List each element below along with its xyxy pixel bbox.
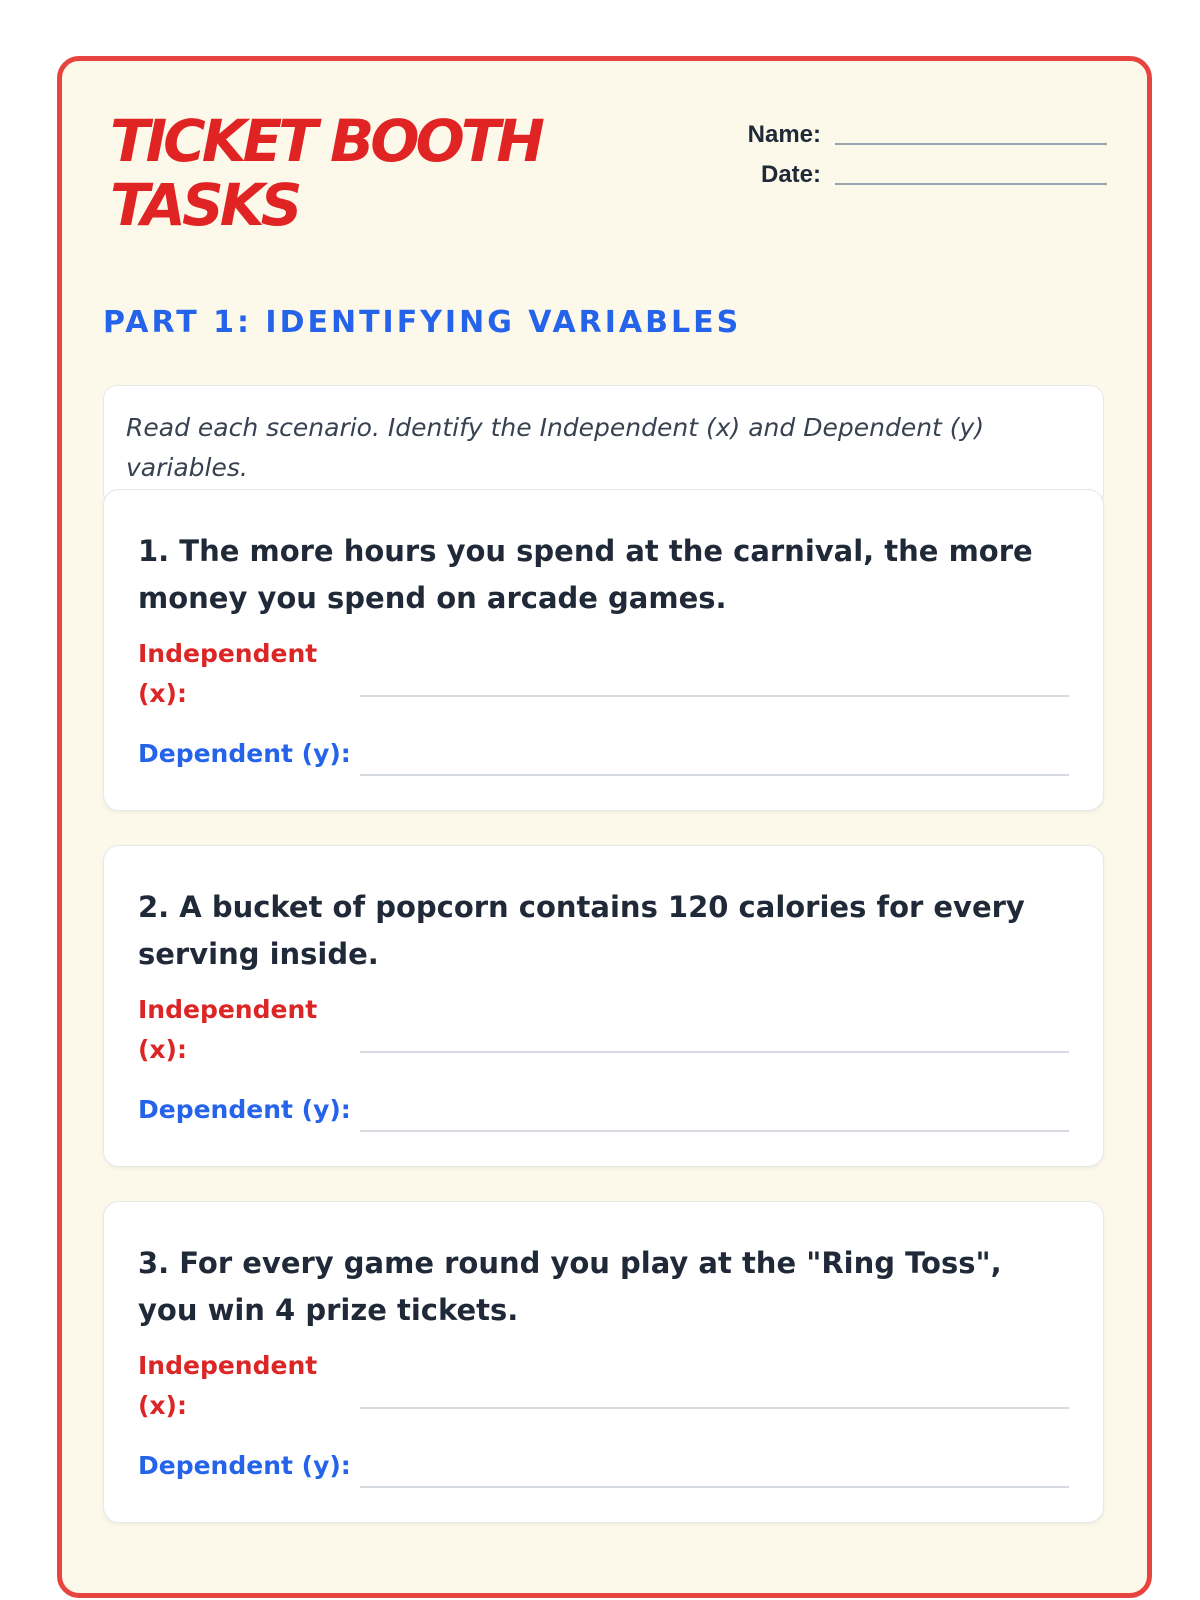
name-date-block <box>727 109 1107 189</box>
dependent-label: Dependent (y): <box>138 1095 351 1124</box>
dependent-label: Dependent (y): <box>138 1451 351 1480</box>
date-input-line[interactable] <box>835 183 1107 185</box>
instructions-box: Read each scenario. Identify the Independent (x) and Dependent (y) variables. <box>103 385 1104 507</box>
name-row <box>727 109 1107 149</box>
question-text: 1. The more hours you spend at the carnival, the more money you spend on arcade games. <box>138 534 1033 615</box>
dependent-answer-line[interactable] <box>360 1486 1069 1488</box>
question-text: 3. For every game round you play at the "Ring Toss", you win 4 prize tickets. <box>138 1246 1002 1327</box>
part-heading: PART 1: IDENTIFYING VARIABLES <box>103 305 742 340</box>
date-row <box>727 149 1107 189</box>
independent-label: Independent (x): <box>138 1351 318 1420</box>
question-card-1 <box>103 489 1104 811</box>
name-input-line[interactable] <box>835 143 1107 145</box>
independent-answer-line[interactable] <box>360 1051 1069 1053</box>
date-label: Date: <box>760 161 821 188</box>
question-text: 2. A bucket of popcorn contains 120 calories for every serving inside. <box>138 890 1025 971</box>
name-label: Name: <box>747 121 821 148</box>
question-card-2 <box>103 845 1104 1167</box>
dependent-answer-line[interactable] <box>360 774 1069 776</box>
worksheet-title: TICKET BOOTH TASKS <box>110 107 541 239</box>
worksheet-card <box>57 56 1152 1598</box>
independent-answer-line[interactable] <box>360 1407 1069 1409</box>
independent-answer-line[interactable] <box>360 695 1069 697</box>
independent-label: Independent (x): <box>138 995 318 1064</box>
independent-label: Independent (x): <box>138 639 318 708</box>
question-card-3 <box>103 1201 1104 1523</box>
dependent-answer-line[interactable] <box>360 1130 1069 1132</box>
dependent-label: Dependent (y): <box>138 739 351 768</box>
